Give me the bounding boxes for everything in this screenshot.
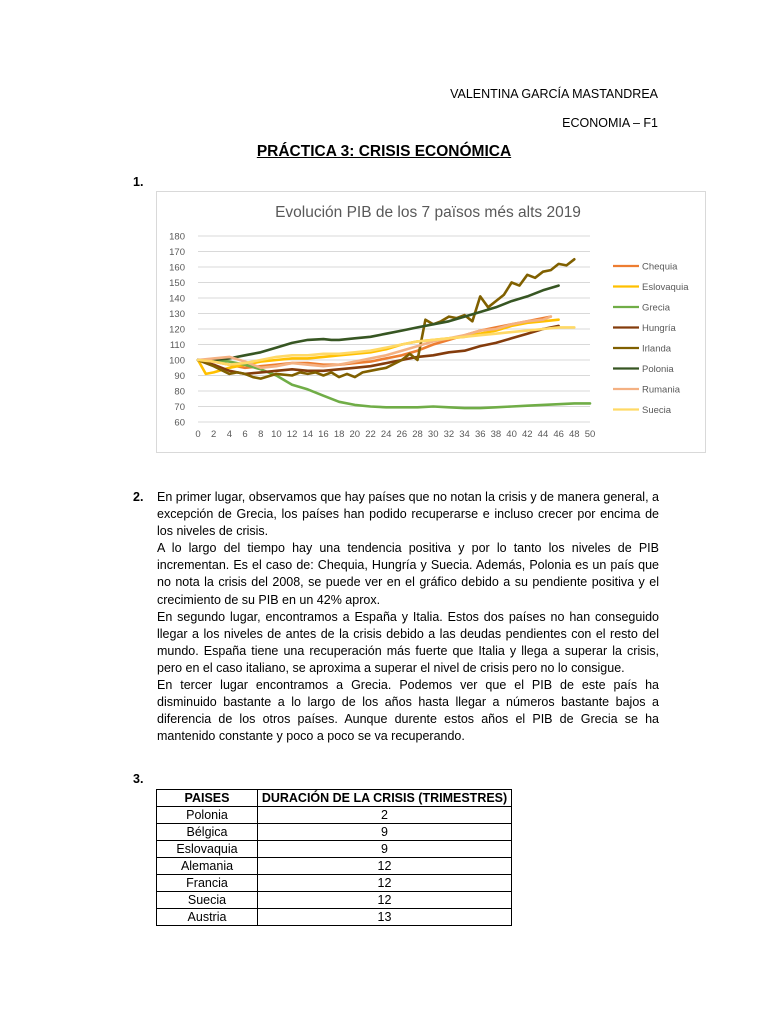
answer-2-paragraph: A lo largo del tiempo hay una tendencia positiva y por lo tanto los niveles de PIB incrementan. Es el caso de: Chequia, Hungría y Suecia. Además, Polonia es un país que no nota la crisis del 2008, se puede ver en el gráfico debido a su pendiente positiva y el crecimiento de su PIB en un 42% aprox. [157,541,659,607]
table-row [157,909,512,926]
author-name: VALENTINA GARCÍA MASTANDREA [450,87,658,101]
table-header-country: PAISES [157,790,258,807]
x-tick-label: 24 [380,429,392,440]
table-row [157,807,512,824]
y-tick-label: 130 [169,309,185,320]
table-cell-country: Alemania [157,858,258,875]
legend-label: Suecia [642,405,672,416]
answer-2-paragraph: En segundo lugar, encontramos a España y Italia. Estos dos países no han conseguido llegar a los niveles de antes de la crisis debido a las deudas pendientes con el resto del mundo. España tiene una recuperación más fuerte que Italia y llega a superar la crisis, pero en el caso italiano, se aproxima a superar el nivel de crisis pero no lo consigue. [157,609,659,675]
y-tick-label: 140 [169,293,185,305]
x-tick-label: 16 [318,429,329,440]
question-3-number: 3. [133,772,144,786]
table-row [157,824,512,841]
table-header-duration: DURACIÓN DE LA CRISIS (TRIMESTRES) [258,790,512,807]
legend-label: Grecia [642,302,670,314]
table-cell-country: Bélgica [157,824,258,841]
table-cell-duration: 12 [258,858,512,875]
table-cell-duration: 12 [258,875,512,892]
y-tick-label: 150 [169,278,185,289]
y-tick-label: 70 [174,402,185,413]
x-tick-label: 10 [271,429,282,440]
y-tick-label: 170 [169,247,185,258]
table-cell-duration: 2 [258,807,512,824]
x-tick-label: 26 [396,429,408,440]
x-tick-label: 8 [258,429,264,440]
table-cell-country: Eslovaquia [157,841,258,858]
gdp-chart-svg [157,192,705,452]
table-cell-duration: 12 [258,892,512,909]
legend-label: Eslovaquia [642,282,689,293]
y-tick-label: 90 [174,371,185,382]
table-cell-duration: 9 [258,841,512,858]
y-tick-label: 160 [169,262,185,274]
page-title: PRÁCTICA 3: CRISIS ECONÓMICA [256,143,512,160]
x-tick-label: 50 [584,429,596,440]
legend-label: Chequia [642,261,678,273]
x-tick-label: 2 [211,429,217,440]
crisis-duration-table [156,789,512,926]
table-cell-duration: 13 [258,909,512,926]
course-name: ECONOMIA – F1 [562,116,658,130]
question-2-number: 2. [133,490,144,504]
x-tick-label: 12 [286,429,298,440]
legend-label: Hungría [642,323,676,334]
table-cell-duration: 9 [258,824,512,841]
legend-label: Rumania [642,384,681,396]
table-row [157,858,512,875]
x-tick-label: 4 [226,429,233,440]
answer-2-paragraph: En tercer lugar encontramos a Grecia. Podemos ver que el PIB de este país ha disminuido bastante a lo largo de los años hasta llegar a números bastante bajos a diferencia de los otros países. Aunque durente estos años el PIB de Grecia se ha mantenido constante y poco a poco se va recuperando. [157,678,659,744]
x-tick-label: 18 [333,429,345,440]
legend-label: Irlanda [642,343,672,355]
y-tick-label: 60 [174,417,185,429]
table-row [157,841,512,858]
x-tick-label: 34 [459,429,470,440]
y-tick-label: 180 [169,231,185,243]
y-tick-label: 100 [169,355,185,367]
x-tick-label: 38 [490,429,502,440]
x-tick-label: 44 [537,429,549,440]
x-tick-label: 40 [506,429,517,440]
x-tick-label: 22 [365,429,376,440]
table-row [157,875,512,892]
table-cell-country: Francia [157,875,258,892]
answer-2-paragraph: En primer lugar, observamos que hay países que no notan la crisis y de manera general, a excepción de Grecia, los países han podido recuperarse e incluso crecer por encima de los niveles de crisis. [157,490,659,539]
legend-label: Polonia [642,364,674,375]
x-tick-label: 48 [569,429,580,440]
answer-2-text [157,489,659,745]
x-tick-label: 20 [349,429,361,440]
y-tick-label: 80 [174,386,185,398]
table-header-row [157,790,512,807]
table-cell-country: Polonia [157,807,258,824]
question-1-number: 1. [133,175,144,189]
x-tick-label: 36 [474,429,486,440]
x-tick-label: 30 [427,429,439,440]
x-tick-label: 42 [521,429,533,440]
x-tick-label: 28 [412,429,423,440]
x-tick-label: 0 [195,429,201,440]
table-row [157,892,512,909]
table-cell-country: Austria [157,909,258,926]
y-tick-label: 110 [169,340,185,351]
y-tick-label: 120 [169,324,185,336]
gdp-chart [156,191,706,453]
x-tick-label: 6 [242,429,248,440]
chart-title: Evolución PIB de los 7 països més alts 2019 [275,204,581,221]
x-tick-label: 46 [553,429,564,440]
x-tick-label: 32 [443,429,455,440]
table-cell-country: Suecia [157,892,258,909]
x-tick-label: 14 [302,429,314,440]
